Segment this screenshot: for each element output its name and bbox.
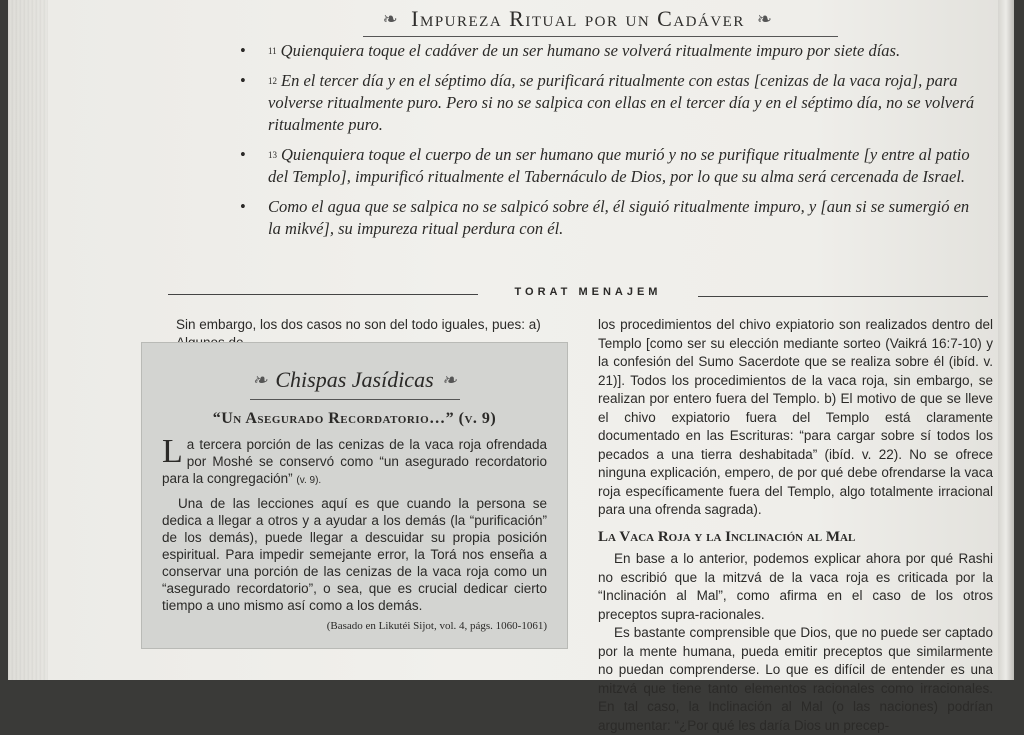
- box-paragraph: La tercera porción de las cenizas de la vaca roja ofrendada por Moshé se conservó como “un asegurado recordatorio para la congregación” (v. 9).: [162, 433, 547, 486]
- verse-item: • $^{13}$ Quienquiera toque el cuerpo de un ser humano que murió y no se purifique ritualmente [y entre al patio del Templo], impurificó ritualmente el Tabernáculo de Dios, por lo que su alma será cercenada de Israel.: [240, 145, 970, 186]
- box-paragraph: Una de las lecciones aquí es que cuando la persona se dedica a llegar a otros y a ayudar a los demás (la “purificación” de los demás), puede llegar a descuidar su propia posición espiritual. Para impedir semejante error, la Torá nos enseña a conservar una porción de las cenizas de la vaca roja como un “asegurado recordatorio”, o sea, que es crucial dedicar cierto tiempo a uno mismo así como a los demás.: [162, 496, 547, 613]
- verse-number: 12: [268, 76, 277, 86]
- left-column-intro: Sin embargo, los dos casos no son del todo iguales, pues: a): [176, 317, 541, 332]
- verse-number: 11: [268, 46, 277, 56]
- verse-item: • $^{12}$ En el tercer día y en el séptimo día, se purificará ritualmente con estas [cenizas de la vaca roja], para volverse ritualmente puro. Pero si no se salpica con ellas en el tercer día y en el séptimo día, no se volverá ritualmente puro.: [240, 71, 975, 134]
- heading-rule: [363, 36, 838, 37]
- chapter-heading: [308, 4, 848, 34]
- verse-item: • Como el agua que se salpica no se salpicó sobre él, él siguió ritualmente impuro, y [aun si se sumergió en la mikvé], su impureza ritual perdura con él.: [240, 197, 970, 238]
- drop-cap: L: [162, 433, 183, 470]
- book-page: [8, 0, 1014, 733]
- verse-text: Como el agua que se salpica no se salpicó sobre él, él siguió ritualmente impuro, y [aun si se sumergió en la mikvé], su impureza ritual perdura con él.: [268, 197, 970, 238]
- ornament-right-icon: ❧: [756, 8, 774, 29]
- section-divider: [168, 286, 988, 306]
- verse-number: 13: [268, 150, 277, 160]
- ornament-left-icon: ❧: [382, 8, 400, 29]
- verse-text: Quienquiera toque el cuerpo de un ser humano que murió y no se purifique ritualmente [y entre al patio del Templo], impurificó ritualmente el Tabernáculo de Dios, por lo que su alma será cercenada de Israel.: [268, 145, 970, 186]
- chapter-title: Impureza Ritual por un Cadáver: [411, 6, 745, 31]
- section-label: TORAT MENAJEM: [514, 286, 662, 298]
- right-column: [598, 316, 993, 735]
- sidebar-box: [141, 342, 568, 649]
- page-stack-edge: [8, 0, 48, 680]
- verse-list: [238, 40, 978, 248]
- verse-item: • $^{11}$ Quienquiera toque el cadáver de un ser humano se volverá ritualmente impuro por siete días.: [240, 41, 901, 60]
- ornament-right-icon: ❧: [441, 369, 457, 390]
- box-subtitle: “Un Asegurado Recordatorio…” (v. 9): [212, 410, 497, 427]
- right-paragraph: En base a lo anterior, podemos explicar ahora por qué Rashi no escribió que la mitzvá de la vaca roja es criticada por la “Inclinación al Mal”, como afirma en el caso de los otros preceptos supra-racionales.: [598, 551, 993, 622]
- right-paragraph: Es bastante comprensible que Dios, que no puede ser captado por la mente humana, pueda emitir preceptos que similarmente no puedan comprenderse. Lo que es difícil de entender es una mitzvá que tiene tanto elementos racionales como irracionales. En tal caso, la Inclinación al Mal (o las naciones) podrían argumentar: “¿Por qué les daría Dios un precep-: [598, 625, 993, 733]
- verse-text: En el tercer día y en el séptimo día, se purificará ritualmente con estas [cenizas de la vaca roja], para volverse ritualmente puro. Pero si no se salpica con ellas en el tercer día y en el séptimo día, no se volverá ritualmente puro.: [268, 71, 975, 134]
- right-paragraph: los procedimientos del chivo expiatorio son realizados dentro del Templo [como ser su elección mediante sorteo (Vaikrá 16:7-10) y la confesión del Sumo Sacerdote que se realiza sobre él (ibíd. v. 21)]. Todos los procedimientos de la vaca roja, sin embargo, se realizan por entero fuera del Templo. b) El motivo de que se lleve el chivo expiatorio fuera del Templo está claramente documentado en las Escrituras: “para cargar sobre sí todos los pecados a una tierra deshabitada” (ibíd. v. 22). No se ofrece ninguna explicación, empero, de por qué debe ofrendarse la vaca roja específicamente fuera del Templo, algo totalmente irracional para una ofrenda sagrada).: [598, 317, 993, 517]
- ornament-left-icon: ❧: [252, 369, 268, 390]
- box-source: (Basado en Likutéi Sijot, vol. 4, págs. 1060-1061): [326, 620, 547, 632]
- verse-text: Quienquiera toque el cadáver de un ser humano se volverá ritualmente impuro por siete días.: [280, 41, 901, 60]
- box-title: ❧ Chispas Jasídicas ❧: [252, 367, 457, 392]
- subsection-heading: La Vaca Roja y la Inclinación al Mal: [598, 528, 856, 545]
- page-right-edge: [998, 0, 1014, 680]
